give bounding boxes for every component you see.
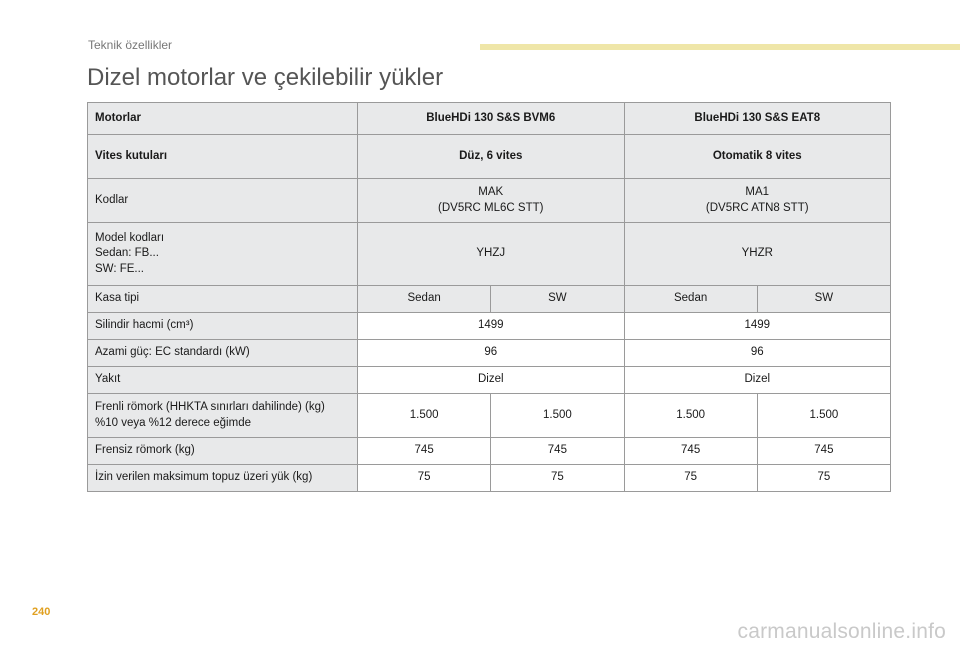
code-value: MAK — [478, 185, 504, 198]
nose-weight-cell: 75 — [757, 465, 890, 492]
table-row-codes — [88, 179, 891, 223]
table-row-nose-weight — [88, 465, 891, 492]
braked-trailer-gradient: %10 veya %12 derece eğimde — [95, 416, 251, 429]
table-row-unbraked-trailer — [88, 438, 891, 465]
nose-weight-cell: 75 — [624, 465, 757, 492]
braked-trailer-cell: 1.500 — [757, 394, 890, 438]
body-type-cell: SW — [757, 286, 890, 313]
watermark: carmanualsonline.info — [737, 620, 946, 643]
row-label-unbraked-trailer: Frensiz römork (kg) — [88, 438, 358, 465]
displacement-cell: 1499 — [624, 313, 891, 340]
row-label-fuel: Yakıt — [88, 367, 358, 394]
unbraked-trailer-cell: 745 — [358, 438, 491, 465]
unbraked-trailer-cell: 745 — [491, 438, 624, 465]
page-number: 240 — [32, 606, 51, 618]
body-type-cell: SW — [491, 286, 624, 313]
code-cell — [624, 179, 891, 223]
power-cell: 96 — [624, 340, 891, 367]
code-detail: (DV5RC ML6C STT) — [438, 201, 544, 214]
model-code-cell: YHZJ — [358, 223, 625, 286]
unbraked-trailer-cell: 745 — [757, 438, 890, 465]
table-row-power — [88, 340, 891, 367]
table-row-model-codes — [88, 223, 891, 286]
nose-weight-cell: 75 — [358, 465, 491, 492]
gearbox-cell: Otomatik 8 vites — [624, 135, 891, 179]
header-accent-bar — [480, 44, 960, 50]
row-label-power: Azami güç: EC standardı (kW) — [88, 340, 358, 367]
body-type-cell: Sedan — [358, 286, 491, 313]
braked-trailer-cell: 1.500 — [491, 394, 624, 438]
row-label-nose-weight: İzin verilen maksimum topuz üzeri yük (kg) — [88, 465, 358, 492]
row-label-motors: Motorlar — [88, 103, 358, 135]
table-row-fuel — [88, 367, 891, 394]
table-row-engines — [88, 103, 891, 135]
row-label-displacement: Silindir hacmi (cm³) — [88, 313, 358, 340]
displacement-cell: 1499 — [358, 313, 625, 340]
braked-trailer-label: Frenli römork (HHKTA sınırları dahilinde) (kg) — [95, 400, 325, 413]
table-row-braked-trailer — [88, 394, 891, 438]
braked-trailer-cell: 1.500 — [624, 394, 757, 438]
table-row-gearbox — [88, 135, 891, 179]
power-cell: 96 — [358, 340, 625, 367]
spec-table — [87, 102, 891, 492]
gearbox-cell: Düz, 6 vites — [358, 135, 625, 179]
body-type-cell: Sedan — [624, 286, 757, 313]
model-code-cell: YHZR — [624, 223, 891, 286]
row-label-model-codes — [88, 223, 358, 286]
table-row-displacement — [88, 313, 891, 340]
code-detail: (DV5RC ATN8 STT) — [705, 201, 809, 214]
fuel-cell: Dizel — [358, 367, 625, 394]
section-label: Teknik özellikler — [88, 38, 173, 52]
unbraked-trailer-cell: 745 — [624, 438, 757, 465]
code-cell — [358, 179, 625, 223]
nose-weight-cell: 75 — [491, 465, 624, 492]
model-codes-title: Model kodları — [95, 231, 165, 244]
row-label-codes: Kodlar — [88, 179, 358, 223]
fuel-cell: Dizel — [624, 367, 891, 394]
engine-cell: BlueHDi 130 S&S EAT8 — [624, 103, 891, 135]
code-value: MA1 — [745, 185, 770, 198]
row-label-body-type: Kasa tipi — [88, 286, 358, 313]
row-label-gearbox: Vites kutuları — [88, 135, 358, 179]
engine-cell: BlueHDi 130 S&S BVM6 — [358, 103, 625, 135]
row-label-braked-trailer — [88, 394, 358, 438]
model-codes-sw: SW: FE... — [95, 262, 144, 275]
braked-trailer-cell: 1.500 — [358, 394, 491, 438]
model-codes-sedan: Sedan: FB... — [95, 247, 159, 260]
page-title: Dizel motorlar ve çekilebilir yükler — [87, 64, 444, 91]
table-row-body-type — [88, 286, 891, 313]
